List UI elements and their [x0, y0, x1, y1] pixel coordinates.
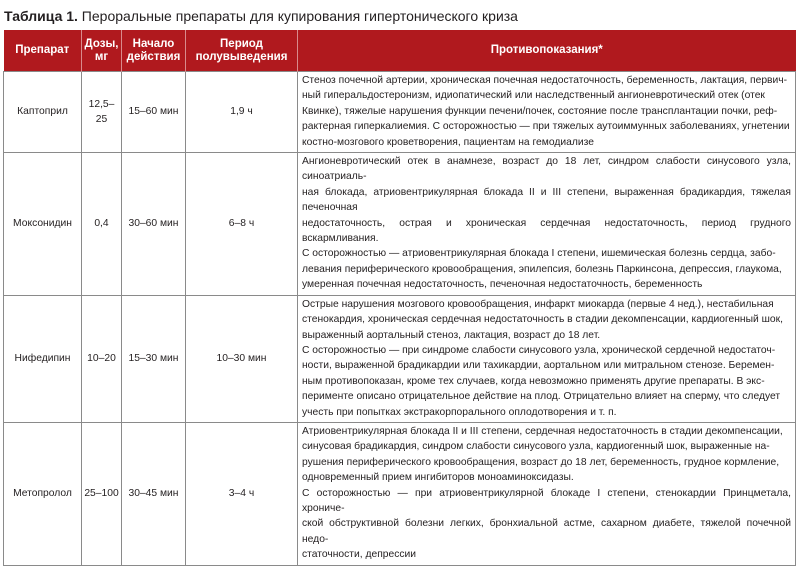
contraindication-line: Острые нарушения мозгового кровообращения, инфаркт миокарда (первые 4 нед.), нестабильная	[302, 298, 774, 310]
contraindication-line: недостаточность, острая и хроническая сердечная недостаточность, период грудного вскармливания.	[302, 217, 791, 245]
header-onset: Начало действия	[122, 30, 186, 72]
cell-drug: Метопролол	[4, 422, 82, 565]
contraindication-line: ным противопоказан, кроме тех случаев, когда невозможно применять другие препараты. В экс-	[302, 375, 765, 387]
contraindication-line: умеренная почечная недостаточность, печеночная недостаточность, беременность	[302, 279, 703, 291]
cell-drug: Моксонидин	[4, 153, 82, 296]
contraindication-line: Атриовентрикулярная блокада II и III степени, сердечная недостаточность в стадии декомпенсации,	[302, 425, 783, 437]
cell-onset: 15–60 мин	[122, 72, 186, 153]
table-row	[4, 295, 796, 422]
contraindication-line: С осторожностью — атриовентрикулярная блокада I степени, ишемическая болезнь сердца, забо-	[302, 248, 776, 260]
cell-dose: 10–20	[82, 295, 122, 422]
table-row	[4, 72, 796, 153]
cell-onset: 30–45 мин	[122, 422, 186, 565]
contraindication-line: учесть при попытках экстракорпорального оплодотворения и т. п.	[302, 406, 617, 418]
contraindication-line: рушения периферического кровообращения, возраст до 18 лет, беременность, грудное кормление,	[302, 456, 780, 468]
contraindication-line: Квинке), тяжелые нарушения функции печени/почек, состояние после трансплантации почки, реф-	[302, 105, 778, 117]
cell-halflife: 10–30 мин	[186, 295, 298, 422]
cell-halflife: 1,9 ч	[186, 72, 298, 153]
contraindication-line: ской обструктивной болезни легких, бронхиальной астме, сахарном диабете, тяжелой почечной недо-	[302, 518, 791, 545]
cell-dose: 25–100	[82, 422, 122, 565]
cell-contraindications	[298, 153, 796, 296]
contraindication-line: перименте описано отрицательное действие на плод. Отрицательно влияет на сперму, что следует	[302, 391, 781, 403]
header-dose: Дозы, мг	[82, 30, 122, 72]
table-row	[4, 422, 796, 565]
cell-drug: Каптоприл	[4, 72, 82, 153]
contraindication-line: Стеноз почечной артерии, хроническая почечная недостаточность, беременность, лактация, первич-	[302, 75, 788, 86]
header-contraindications: Противопоказания*	[298, 30, 796, 72]
cell-drug: Нифедипин	[4, 295, 82, 422]
drugs-table	[3, 30, 796, 566]
contraindication-line: синусовая брадикардия, синдром слабости синусового узла, кардиогенный шок, выраженные на-	[302, 441, 770, 453]
table-header-row	[4, 30, 796, 72]
cell-halflife: 6–8 ч	[186, 153, 298, 296]
contraindication-line: ный гиперальдостеронизм, идиопатический или наследственный ангионевротический отек (отек	[302, 90, 765, 102]
contraindication-line: ности, выраженной брадикардии или тахикардии, аортальном или митральном стенозе. Беремен-	[302, 360, 775, 372]
contraindication-line: костно-мозгового кроветворения, пациентам на гемодиализе	[302, 136, 594, 148]
contraindication-line: выраженный аортальный стеноз, лактация, возраст до 18 лет.	[302, 329, 601, 341]
cell-dose: 12,5– 25	[82, 72, 122, 153]
contraindication-line: ная блокада, атриовентрикулярная блокада II и III степени, выраженная брадикардия, тяжелая печеночная	[302, 186, 791, 214]
contraindication-line: стенокардия, хроническая сердечная недостаточность в стадии декомпенсации, кардиогенный шок,	[302, 314, 783, 326]
contraindication-line: С осторожностью — при синдроме слабости синусового узла, хронической сердечной недостаточ-	[302, 344, 776, 356]
cell-halflife: 3–4 ч	[186, 422, 298, 565]
contraindication-line: статочности, депрессии	[302, 549, 417, 561]
contraindication-line: Ангионевротический отек в анамнезе, возраст до 18 лет, синдром слабости синусового узла, синоатриаль-	[302, 156, 791, 183]
contraindication-line: левания периферического кровообращения, эпилепсия, болезнь Паркинсона, депрессия, глаукома,	[302, 263, 782, 275]
header-drug: Препарат	[4, 30, 82, 72]
cell-onset: 30–60 мин	[122, 153, 186, 296]
table-caption-label: Таблица 1.	[4, 8, 78, 24]
contraindication-line: С осторожностью — при атриовентрикулярной блокаде I степени, стенокардии Принцметала, хрониче-	[302, 487, 791, 514]
contraindication-line: рактерная гиперкалиемия. С осторожностью — при тяжелых аутоиммунных заболеваниях, угнетении	[302, 121, 790, 133]
cell-dose: 0,4	[82, 153, 122, 296]
cell-contraindications	[298, 295, 796, 422]
contraindication-line: одновременный прием ингибиторов моноаминоксидазы.	[302, 472, 574, 484]
header-halflife: Период полувыведения	[186, 30, 298, 72]
table-caption	[4, 7, 518, 25]
cell-onset: 15–30 мин	[122, 295, 186, 422]
cell-contraindications	[298, 422, 796, 565]
table-caption-text: Пероральные препараты для купирования гипертонического криза	[77, 8, 518, 24]
table-row	[4, 153, 796, 296]
cell-contraindications	[298, 72, 796, 153]
